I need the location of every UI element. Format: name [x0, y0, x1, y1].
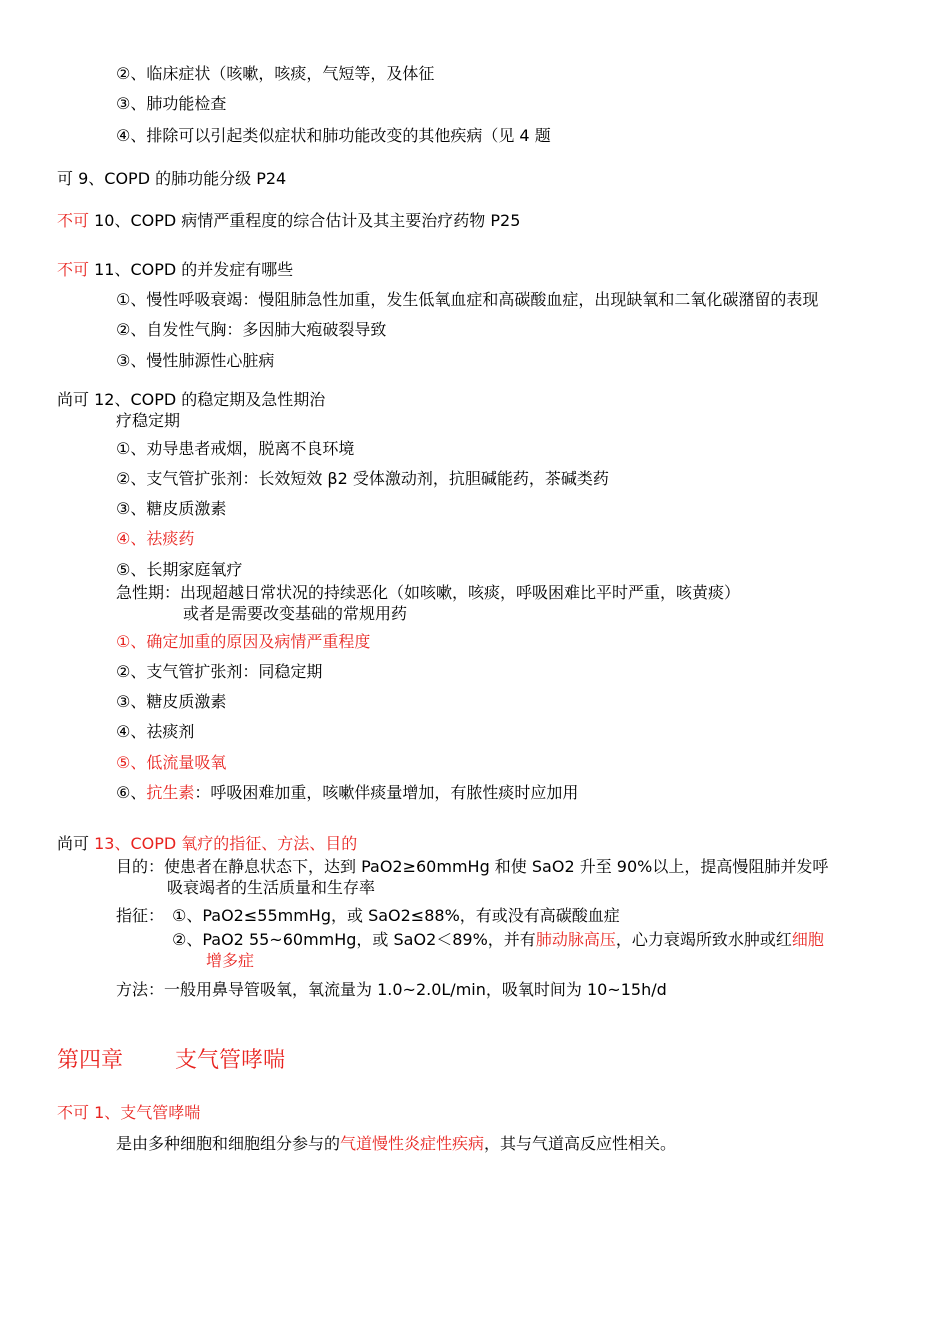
question-10 [57, 210, 520, 232]
question-12 [57, 389, 325, 411]
chapter-number: 第四章 [57, 1048, 124, 1073]
highlight-term: 抗生素 [146, 783, 195, 802]
question-tag: 可 [57, 169, 74, 188]
purpose-text: 目的：使患者在静息状态下，达到 PaO2≥60mmHg 和使 SaO2 升至 90%以上，提高慢阻肺并发呼 [116, 857, 829, 876]
question-tag: 不可 [57, 211, 90, 230]
list-item: ③、糖皮质激素 [116, 692, 227, 711]
list-item-highlighted: ⑤、低流量吸氧 [116, 753, 227, 772]
question-11 [57, 259, 293, 281]
highlight-term: 气道慢性炎症性疾病 [340, 1134, 485, 1153]
list-item: ②、自发性气胸：多因肺大疱破裂导致 [116, 320, 387, 339]
indication-label: 指征： [116, 906, 165, 925]
list-item-highlighted: ④、祛痰药 [116, 529, 195, 548]
question-text: 12、COPD 的稳定期及急性期治 [94, 390, 326, 409]
question-tag: 尚可 [57, 390, 90, 409]
chapter-title: 支气管哮喘 [175, 1048, 286, 1073]
list-item: ③、糖皮质激素 [116, 499, 227, 518]
question-text-continued: 疗稳定期 [116, 411, 181, 430]
question-text: 10、COPD 病情严重程度的综合估计及其主要治疗药物 P25 [94, 211, 521, 230]
question-13 [57, 833, 357, 855]
purpose-text-continued: 吸衰竭者的生活质量和生存率 [167, 878, 376, 897]
list-item: ④、排除可以引起类似症状和肺功能改变的其他疾病（见 4 题 [116, 126, 551, 145]
chapter-heading [57, 1047, 285, 1075]
item-text: ，心力衰竭所致水肿或红 [615, 930, 792, 949]
list-item: ①、慢性呼吸衰竭：慢阻肺急性加重，发生低氧血症和高碳酸血症，出现缺氧和二氧化碳潴留的表现 [116, 290, 819, 309]
question-text: 9、COPD 的肺功能分级 P24 [78, 169, 287, 188]
acute-phase-label: 急性期：出现超越日常状况的持续恶化（如咳嗽，咳痰，呼吸困难比平时严重，咳黄痰） [116, 583, 741, 602]
indication-item: ①、PaO2≤55mmHg，或 SaO2≤88%，有或没有高碳酸血症 [172, 906, 620, 925]
list-item [116, 782, 578, 804]
question-9 [57, 168, 286, 190]
highlight-term: 细胞 [791, 930, 824, 949]
highlight-term: 肺动脉高压 [535, 930, 616, 949]
question-text: 13、COPD 氧疗的指征、方法、目的 [94, 834, 358, 853]
method-text: 方法：一般用鼻导管吸氧，氧流量为 1.0~2.0L/min，吸氧时间为 10~15h/d [116, 980, 667, 999]
list-item: ③、慢性肺源性心脏病 [116, 351, 275, 370]
list-item: ②、支气管扩张剂：同稳定期 [116, 662, 323, 681]
highlight-term-continued: 增多症 [206, 951, 255, 970]
item-text: ，其与气道高反应性相关。 [484, 1134, 677, 1153]
question-text: 1、支气管哮喘 [94, 1103, 201, 1122]
question-tag: 尚可 [57, 834, 90, 853]
question-tag: 不可 [57, 260, 90, 279]
item-number: ⑥、 [116, 783, 147, 802]
list-item: ②、临床症状（咳嗽，咳痰，气短等，及体征 [116, 64, 435, 83]
question-1 [57, 1102, 200, 1124]
question-text: 11、COPD 的并发症有哪些 [94, 260, 294, 279]
indication-item [172, 929, 824, 951]
list-item: ①、劝导患者戒烟，脱离不良环境 [116, 439, 355, 458]
list-item: ⑤、长期家庭氧疗 [116, 560, 243, 579]
item-text: 是由多种细胞和细胞组分参与的 [116, 1134, 341, 1153]
list-item: ②、支气管扩张剂：长效短效 β2 受体激动剂，抗胆碱能药，茶碱类药 [116, 469, 609, 488]
acute-phase-label-continued: 或者是需要改变基础的常规用药 [183, 604, 408, 623]
question-tag: 不可 [57, 1103, 90, 1122]
definition-text [116, 1133, 676, 1155]
list-item: ③、肺功能检查 [116, 94, 227, 113]
list-item-highlighted: ①、确定加重的原因及病情严重程度 [116, 632, 371, 651]
list-item: ④、祛痰剂 [116, 722, 195, 741]
item-text: ：呼吸困难加重，咳嗽伴痰量增加，有脓性痰时应加用 [194, 783, 579, 802]
item-text: ②、PaO2 55~60mmHg，或 SaO2＜89%，并有 [172, 930, 536, 949]
